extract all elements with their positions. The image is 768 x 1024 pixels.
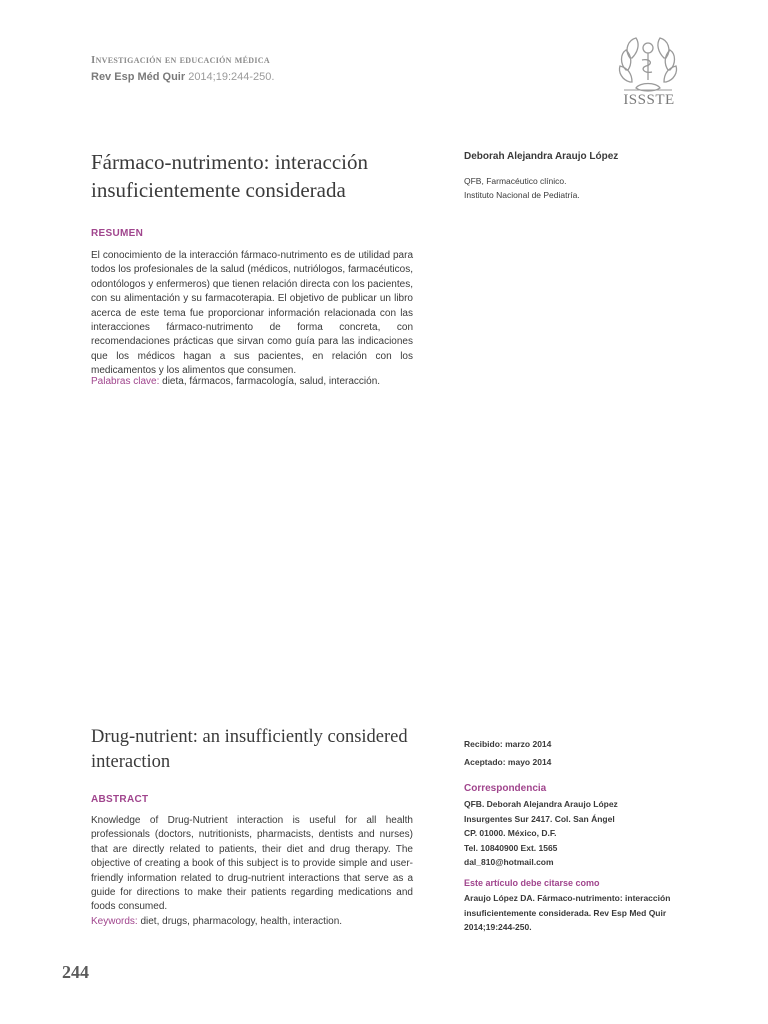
cite-as-heading: Este artículo debe citarse como — [464, 878, 600, 888]
correspondence-email: dal_810@hotmail.com — [464, 857, 554, 867]
volume-pages: 2014;19:244-250. — [185, 71, 275, 83]
keywords-list-en: diet, drugs, pharmacology, health, interaction. — [137, 916, 343, 927]
logo-text: ISSSTE — [623, 92, 675, 108]
affiliation-line: QFB, Farmacéutico clínico. — [464, 176, 567, 186]
abstract-text: Knowledge of Drug-Nutrient interaction is useful for all health professionals (doctors, nutritionists, pharmacists, dentists and nurses) that are directly related to patients, their diet and drug therapy. The objective of creating a book of this subject is to provide simple and user-friendly information related to drug-nutrient interactions that serve as a guide for directions to make their patients regarding medications and foods consumed. — [91, 815, 413, 913]
journal-name: Rev Esp Méd Quir — [91, 71, 186, 83]
keywords-list-es: dieta, fármacos, farmacología, salud, interacción. — [159, 376, 381, 387]
journal-citation — [91, 71, 274, 83]
cite-as-text: Araujo López DA. Fármaco-nutrimento: interacción insuficientemente considerada. Rev Esp Med Quir 2014;19:244-250. — [464, 893, 671, 932]
page-number: 244 — [62, 962, 89, 982]
correspondence-line: Tel. 10840900 Ext. 1565 — [464, 842, 558, 853]
correspondence-heading: Correspondencia — [464, 783, 547, 794]
correspondence-block — [464, 797, 618, 870]
correspondence-line: Insurgentes Sur 2417. Col. San Ángel — [464, 813, 615, 824]
article-title-en: Drug-nutrient: an insufficiently considered interaction — [91, 727, 408, 772]
keywords-label-en: Keywords: — [91, 916, 138, 927]
keywords-en — [91, 916, 431, 927]
author-name: Deborah Alejandra Araujo López — [464, 151, 619, 162]
resumen-text: El conocimiento de la interacción fármaco-nutrimento es de utilidad para todos los profesionales de la salud (médicos, nutriólogos, farmacéuticos, odontólogos y enfermeros) que tienen relación directa con los pacientes, con su alimentación y su farmacoterapia. El objetivo de publicar un libro acerca de este tema fue proporcionar información relacionada con las interacciones fármaco-nutrimento de forma concreta, con recomendaciones prácticas que sirvan como guía para las indicaciones que los médicos hagan a sus pacientes, en relación con los medicamentos y los alimentos que consumen. — [91, 250, 413, 377]
keywords-es — [91, 376, 431, 387]
correspondence-line: CP. 01000. México, D.F. — [464, 828, 557, 838]
article-title-es: Fármaco-nutrimento: interacción insuficientemente considerada — [91, 150, 368, 202]
keywords-label-es: Palabras clave: — [91, 376, 160, 387]
abstract-heading: ABSTRACT — [91, 794, 149, 805]
correspondence-line: QFB. Deborah Alejandra Araujo López — [464, 799, 618, 809]
accepted-date: Aceptado: mayo 2014 — [464, 757, 552, 767]
journal-section: Investigación en educación médica — [91, 54, 270, 66]
resumen-heading: RESUMEN — [91, 228, 144, 239]
affiliation-line: Instituto Nacional de Pediatría. — [464, 190, 580, 200]
received-date: Recibido: marzo 2014 — [464, 739, 552, 749]
author-affiliation — [464, 174, 580, 202]
